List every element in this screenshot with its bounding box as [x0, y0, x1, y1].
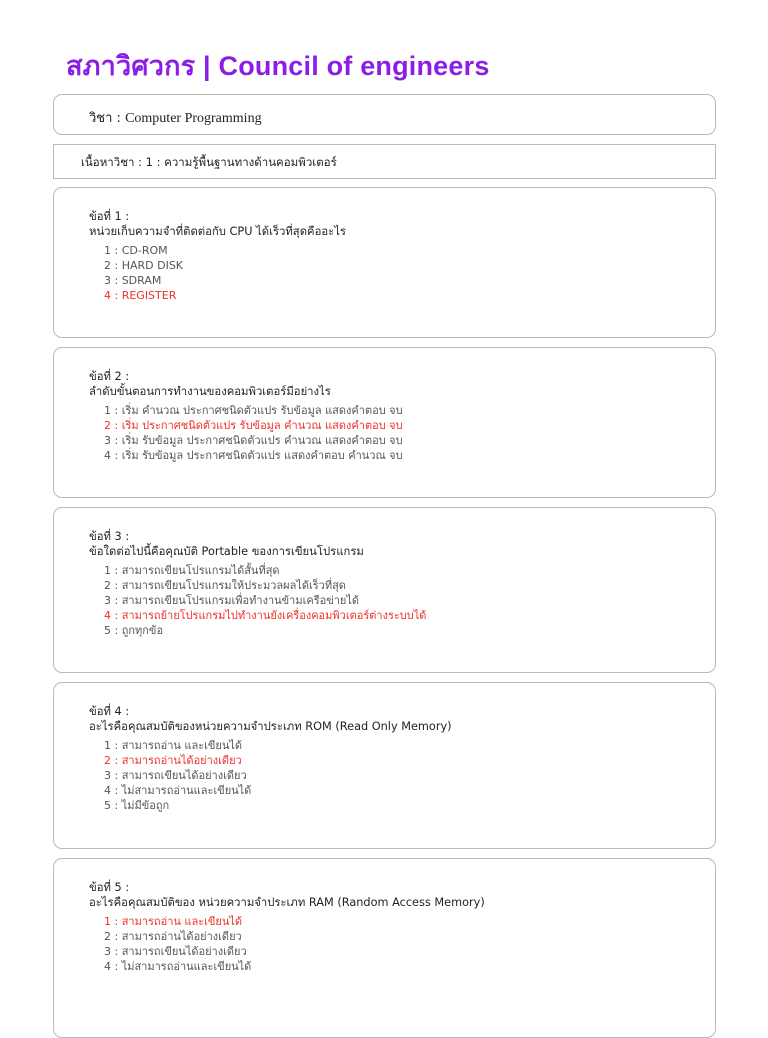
choice-item: 3 : สามารถเขียนโปรแกรมเพื่อทำงานข้ามเครือข่ายได้ — [104, 594, 360, 607]
question-card — [53, 858, 716, 1038]
choice-item: 2 : สามารถเขียนโปรแกรมให้ประมวลผลได้เร็วที่สุด — [104, 579, 346, 592]
choice-item: 1 : สามารถเขียนโปรแกรมได้สั้นที่สุด — [104, 564, 280, 577]
choice-list — [89, 243, 705, 303]
choice-item: 3 : สามารถเขียนได้อย่างเดียว — [104, 769, 247, 782]
choice-list — [89, 738, 705, 813]
choice-item: 3 : เริ่ม รับข้อมูล ประกาศชนิดตัวแปร คำนวณ แสดงคำตอบ จบ — [104, 434, 403, 447]
content-box — [53, 144, 716, 179]
question-body — [89, 880, 705, 974]
choice-item: 4 : ไม่สามารถอ่านและเขียนได้ — [104, 784, 252, 797]
question-body — [89, 529, 705, 638]
choice-item: 5 : ถูกทุกข้อ — [104, 624, 164, 637]
choice-item: 3 : SDRAM — [104, 274, 162, 287]
question-card — [53, 187, 716, 338]
choice-correct: 2 : เริ่ม ประกาศชนิดตัวแปร รับข้อมูล คำนวณ แสดงคำตอบ จบ — [104, 419, 403, 432]
choice-list — [89, 403, 705, 463]
page-title: สภาวิศวกร | Council of engineers — [66, 51, 490, 81]
question-body — [89, 369, 705, 463]
question-text: หน่วยเก็บความจำที่ติดต่อกับ CPU ได้เร็วที่สุดคืออะไร — [89, 225, 346, 238]
choice-item: 4 : ไม่สามารถอ่านและเขียนได้ — [104, 960, 252, 973]
question-card — [53, 347, 716, 498]
choice-correct: 1 : สามารถอ่าน และเขียนได้ — [104, 915, 243, 928]
question-text: ข้อใดต่อไปนี้คือคุณบัติ Portable ของการเขียนโปรแกรม — [89, 545, 364, 558]
question-number: ข้อที่ 5 : — [89, 881, 130, 894]
question-card — [53, 507, 716, 673]
question-text: อะไรคือคุณสมบัติของหน่วยความจำประเภท ROM (Read Only Memory) — [89, 720, 452, 733]
choice-list — [89, 914, 705, 974]
choice-list — [89, 563, 705, 638]
choice-item: 1 : CD-ROM — [104, 244, 168, 257]
subject-label: วิชา : — [89, 111, 126, 126]
question-text: อะไรคือคุณสมบัติของ หน่วยความจำประเภท RAM (Random Access Memory) — [89, 896, 485, 909]
choice-item: 2 : HARD DISK — [104, 259, 184, 272]
question-body — [89, 209, 705, 303]
choice-item: 1 : สามารถอ่าน และเขียนได้ — [104, 739, 243, 752]
choice-correct: 2 : สามารถอ่านได้อย่างเดียว — [104, 754, 242, 767]
choice-item: 2 : สามารถอ่านได้อย่างเดียว — [104, 930, 242, 943]
choice-item: 5 : ไม่มีข้อถูก — [104, 799, 170, 812]
question-text: ลำดับขั้นตอนการทำงานของคอมพิวเตอร์มีอย่างไร — [89, 385, 331, 398]
subject-value: Computer Programming — [125, 111, 262, 126]
question-number: ข้อที่ 4 : — [89, 705, 130, 718]
subject-box — [53, 94, 716, 135]
choice-item: 4 : เริ่ม รับข้อมูล ประกาศชนิดตัวแปร แสดงคำตอบ คำนวณ จบ — [104, 449, 403, 462]
choice-item: 1 : เริ่ม คำนวณ ประกาศชนิดตัวแปร รับข้อมูล แสดงคำตอบ จบ — [104, 404, 403, 417]
subject-line — [89, 107, 262, 128]
content-title: เนื้อหาวิชา : 1 : ความรู้พื้นฐานทางด้านคอมพิวเตอร์ — [81, 155, 337, 169]
question-number: ข้อที่ 3 : — [89, 530, 130, 543]
choice-correct: 4 : สามารถย้ายโปรแกรมไปทำงานยังเครื่องคอมพิวเตอร์ต่างระบบได้ — [104, 609, 427, 622]
question-number: ข้อที่ 1 : — [89, 210, 130, 223]
question-number: ข้อที่ 2 : — [89, 370, 130, 383]
choice-item: 3 : สามารถเขียนได้อย่างเดียว — [104, 945, 247, 958]
question-body — [89, 704, 705, 813]
question-card — [53, 682, 716, 849]
choice-correct: 4 : REGISTER — [104, 289, 177, 302]
